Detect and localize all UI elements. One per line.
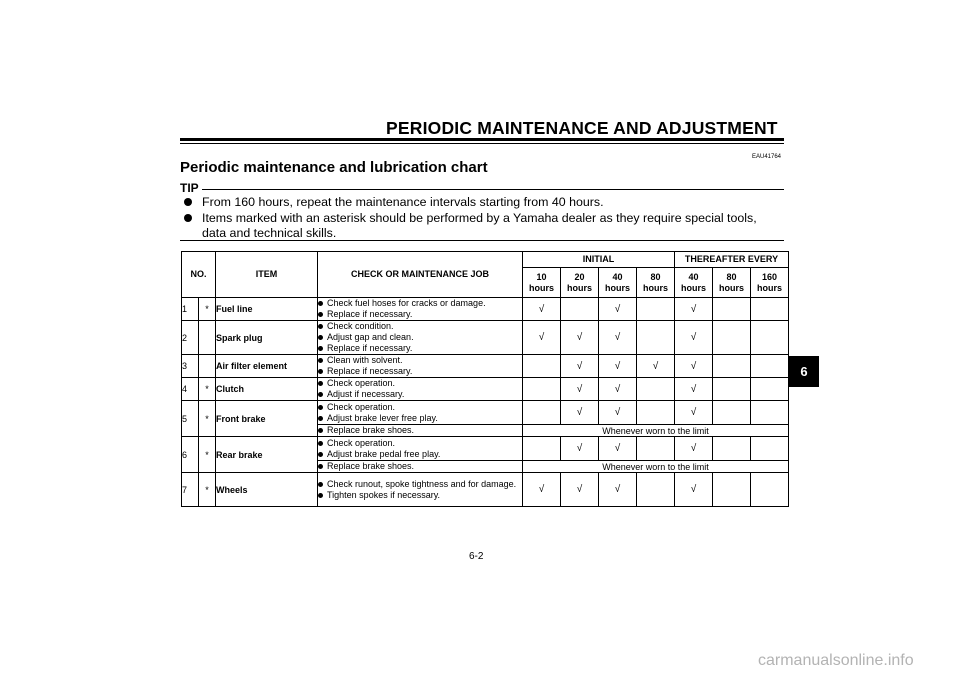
check-mark: √ [675, 355, 713, 378]
interval-header: 10 hours [523, 268, 561, 298]
header-job: CHECK OR MAINTENANCE JOB [318, 252, 523, 298]
tip-item: From 160 hours, repeat the maintenance intervals starting from 40 hours. [180, 195, 784, 210]
header-rule-thin [180, 143, 784, 144]
interval-cell [523, 378, 561, 401]
job-entry: Adjust gap and clean. [318, 332, 522, 343]
bullet-icon [318, 428, 323, 433]
page-heading: Periodic maintenance and lubrication chart [180, 159, 488, 176]
item-name: Rear brake [216, 437, 318, 473]
job-entry: Replace brake shoes. [318, 425, 522, 436]
job-list [318, 425, 523, 437]
job-list [318, 298, 523, 321]
row-number: 3 [182, 355, 199, 378]
bullet-icon [318, 464, 323, 469]
row-number: 4 [182, 378, 199, 401]
row-number: 6 [182, 437, 199, 473]
check-mark: √ [561, 355, 599, 378]
interval-cell [637, 473, 675, 507]
table-row [182, 355, 789, 378]
bullet-icon [318, 392, 323, 397]
item-name: Front brake [216, 401, 318, 437]
table-row [182, 298, 789, 321]
bullet-icon [318, 369, 323, 374]
interval-cell [637, 298, 675, 321]
check-mark: √ [675, 437, 713, 461]
bullet-icon [318, 452, 323, 457]
check-mark: √ [675, 401, 713, 425]
row-number: 1 [182, 298, 199, 321]
check-mark: √ [637, 355, 675, 378]
row-number: 5 [182, 401, 199, 437]
interval-cell [523, 401, 561, 425]
tip-list [180, 195, 784, 242]
interval-note: Whenever worn to the limit [523, 425, 789, 437]
maintenance-chart [181, 251, 789, 507]
table-row [182, 378, 789, 401]
interval-cell [713, 355, 751, 378]
interval-cell [561, 298, 599, 321]
asterisk-mark: * [199, 437, 216, 473]
interval-cell [751, 355, 789, 378]
bullet-icon [318, 381, 323, 386]
check-mark: √ [599, 298, 637, 321]
job-list [318, 437, 523, 461]
interval-header: 20 hours [561, 268, 599, 298]
check-mark: √ [561, 378, 599, 401]
tip-end-rule [180, 240, 784, 241]
bullet-icon [318, 405, 323, 410]
check-mark: √ [523, 473, 561, 507]
check-mark: √ [523, 298, 561, 321]
item-name: Spark plug [216, 321, 318, 355]
bullet-icon [318, 324, 323, 329]
interval-note: Whenever worn to the limit [523, 461, 789, 473]
interval-cell [637, 378, 675, 401]
interval-cell [713, 473, 751, 507]
interval-header: 80 hours [637, 268, 675, 298]
asterisk-mark [199, 321, 216, 355]
job-list [318, 355, 523, 378]
asterisk-mark: * [199, 298, 216, 321]
job-entry: Check fuel hoses for cracks or damage. [318, 298, 522, 309]
check-mark: √ [599, 355, 637, 378]
bullet-icon [318, 416, 323, 421]
asterisk-mark: * [199, 378, 216, 401]
asterisk-mark: * [199, 473, 216, 507]
bullet-icon [318, 346, 323, 351]
interval-cell [637, 437, 675, 461]
table-row [182, 437, 789, 461]
bullet-icon [318, 358, 323, 363]
job-entry: Check operation. [318, 438, 522, 449]
header-initial: INITIAL [523, 252, 675, 268]
item-name: Clutch [216, 378, 318, 401]
bullet-icon [184, 198, 192, 206]
job-list [318, 401, 523, 425]
job-entry: Check runout, spoke tightness and for damage. [318, 479, 522, 490]
check-mark: √ [561, 401, 599, 425]
interval-cell [637, 321, 675, 355]
row-number: 7 [182, 473, 199, 507]
tip-rule [202, 189, 784, 190]
section-title: PERIODIC MAINTENANCE AND ADJUSTMENT [386, 118, 778, 138]
chapter-tab: 6 [789, 356, 819, 387]
interval-cell [523, 437, 561, 461]
interval-header: 40 hours [599, 268, 637, 298]
bullet-icon [318, 301, 323, 306]
bullet-icon [184, 214, 192, 222]
bullet-icon [318, 493, 323, 498]
check-mark: √ [675, 298, 713, 321]
job-entry: Replace if necessary. [318, 309, 522, 320]
job-list [318, 378, 523, 401]
interval-cell [523, 355, 561, 378]
interval-cell [751, 473, 789, 507]
check-mark: √ [599, 401, 637, 425]
page-number: 6-2 [469, 551, 484, 562]
job-entry: Check operation. [318, 378, 522, 389]
interval-cell [713, 298, 751, 321]
interval-header: 160 hours [751, 268, 789, 298]
interval-cell [751, 378, 789, 401]
asterisk-mark [199, 355, 216, 378]
item-name: Fuel line [216, 298, 318, 321]
job-entry: Replace if necessary. [318, 366, 522, 377]
header-thereafter: THEREAFTER EVERY [675, 252, 789, 268]
tip-item: Items marked with an asterisk should be performed by a Yamaha dealer as they require special tools, data and technical skills. [180, 211, 784, 241]
job-entry: Check condition. [318, 321, 522, 332]
bullet-icon [318, 312, 323, 317]
job-entry: Check operation. [318, 402, 522, 413]
interval-header: 80 hours [713, 268, 751, 298]
check-mark: √ [599, 321, 637, 355]
job-entry: Adjust brake lever free play. [318, 413, 522, 424]
job-list [318, 473, 523, 507]
bullet-icon [318, 441, 323, 446]
job-entry: Replace if necessary. [318, 343, 522, 354]
interval-cell [751, 321, 789, 355]
table-row [182, 401, 789, 425]
interval-cell [637, 401, 675, 425]
interval-cell [751, 437, 789, 461]
check-mark: √ [523, 321, 561, 355]
asterisk-mark: * [199, 401, 216, 437]
doc-code: EAU41764 [752, 154, 782, 160]
header-no: NO. [182, 252, 216, 298]
job-entry: Tighten spokes if necessary. [318, 490, 522, 501]
interval-cell [751, 401, 789, 425]
table-row [182, 321, 789, 355]
row-number: 2 [182, 321, 199, 355]
check-mark: √ [599, 378, 637, 401]
check-mark: √ [599, 437, 637, 461]
job-entry: Adjust brake pedal free play. [318, 449, 522, 460]
interval-cell [713, 437, 751, 461]
tip-label: TIP [180, 181, 199, 195]
header-rule-thick [180, 138, 784, 141]
interval-cell [713, 401, 751, 425]
item-name: Air filter element [216, 355, 318, 378]
check-mark: √ [561, 321, 599, 355]
table-row [182, 473, 789, 507]
watermark: carmanualsonline.info [758, 652, 914, 669]
check-mark: √ [675, 321, 713, 355]
check-mark: √ [675, 378, 713, 401]
job-entry: Replace brake shoes. [318, 461, 522, 472]
check-mark: √ [599, 473, 637, 507]
interval-cell [713, 378, 751, 401]
bullet-icon [318, 335, 323, 340]
check-mark: √ [675, 473, 713, 507]
interval-cell [751, 298, 789, 321]
check-mark: √ [561, 473, 599, 507]
header-item: ITEM [216, 252, 318, 298]
bullet-icon [318, 482, 323, 487]
job-list [318, 461, 523, 473]
check-mark: √ [561, 437, 599, 461]
job-entry: Clean with solvent. [318, 355, 522, 366]
job-list [318, 321, 523, 355]
item-name: Wheels [216, 473, 318, 507]
interval-header: 40 hours [675, 268, 713, 298]
interval-cell [713, 321, 751, 355]
job-entry: Adjust if necessary. [318, 389, 522, 400]
